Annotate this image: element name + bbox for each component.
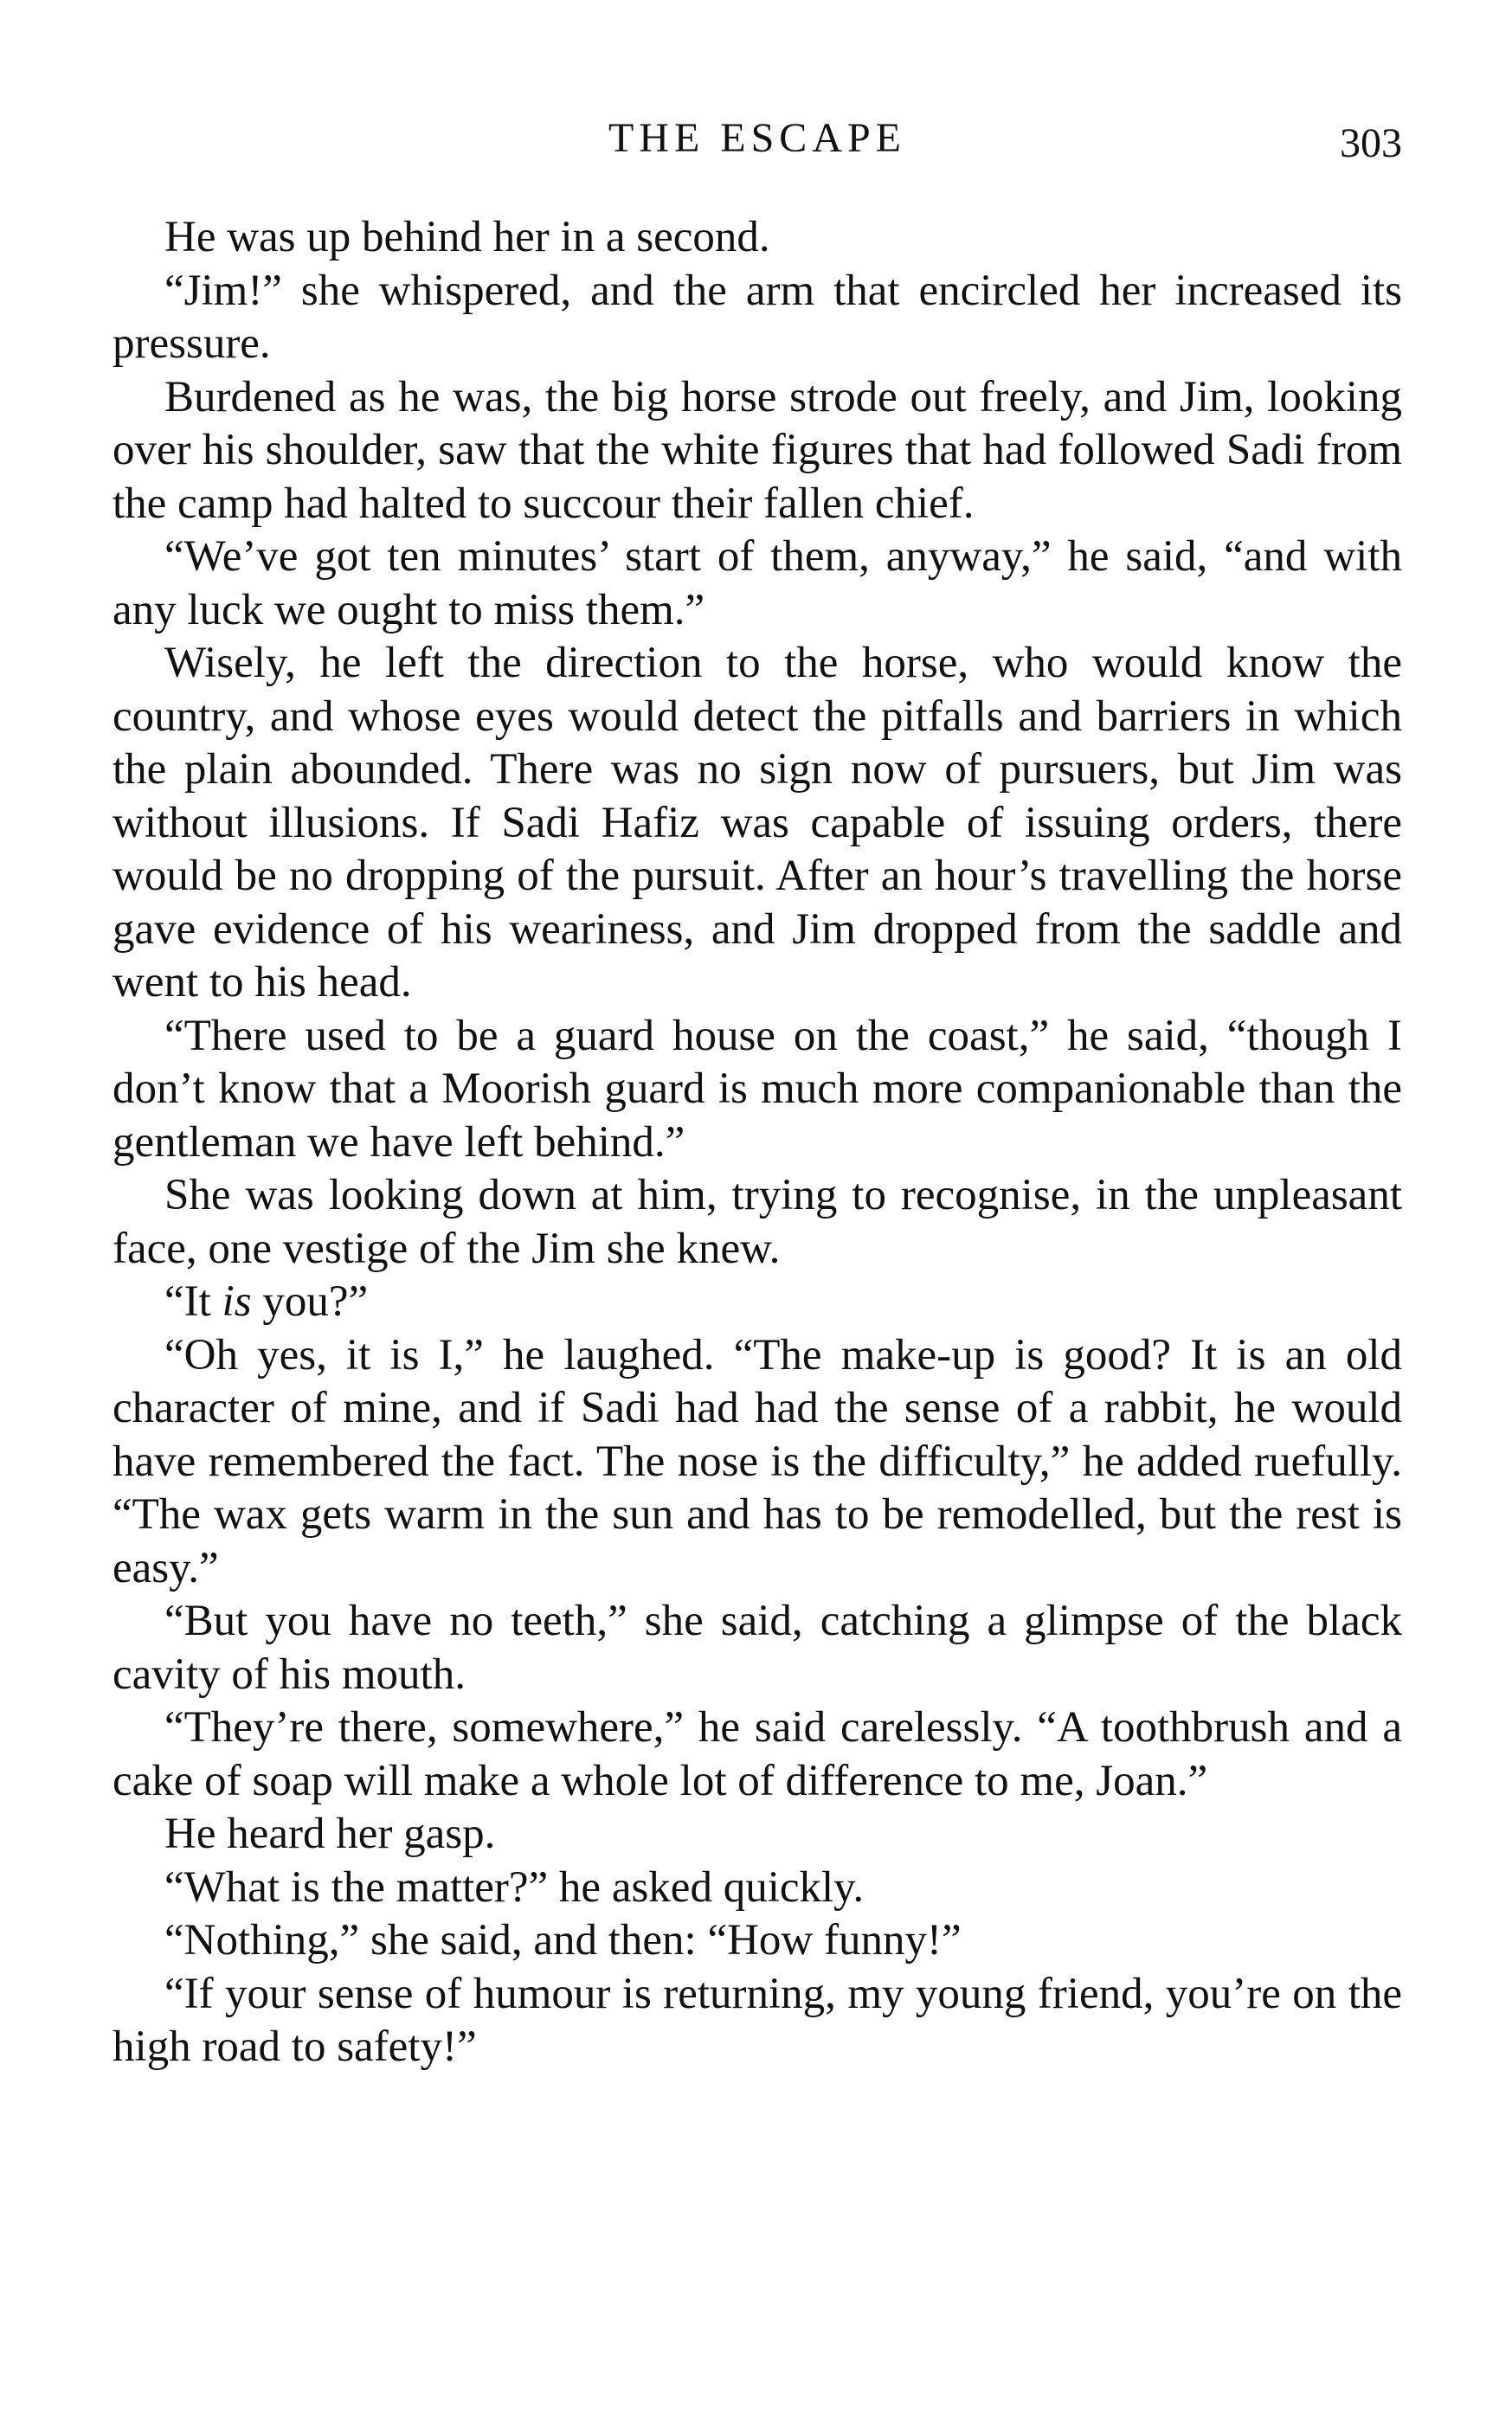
paragraph-12: He heard her gasp.	[164, 1810, 496, 1858]
running-header	[113, 113, 1402, 182]
paragraph-6: “There used to be a guard house on the coast,” he said, “though I don’t know that a Moorish guard is much more companionable than the gentleman we have left behind.”	[113, 1011, 1402, 1167]
paragraph-2: “Jim!” she whispered, and the arm that encircled her increased its pressure.	[113, 266, 1402, 368]
paragraph-8-after: you?”	[251, 1277, 369, 1326]
paragraph-5: Wisely, he left the direction to the horse, who would know the country, and whose eyes would detect the pitfalls and barriers in which the plain abounded. There was no sign now of pursuers, but Jim was without illusions. If Sadi Hafiz was capable of issuing orders, there would be no dropping of the pursuit. After an hour’s travelling the horse gave evidence of his weariness, and Jim dropped from the saddle and went to his head.	[113, 639, 1402, 1006]
paragraph-10: “But you have no teeth,” she said, catching a glimpse of the black cavity of his mouth.	[113, 1597, 1402, 1699]
paragraph-9: “Oh yes, it is I,” he laughed. “The make-up is good? It is an old character of mine, and if Sadi had had the sense of a rabbit, he would have remembered the fact. The nose is the difficulty,” he added ruefully. “The wax gets warm in the sun and has to be remodelled, but the rest is easy.”	[113, 1330, 1402, 1592]
chapter-title: THE ESCAPE	[608, 115, 906, 161]
paragraph-8-before: “It	[164, 1277, 222, 1326]
paragraph-11: “They’re there, somewhere,” he said carelessly. “A toothbrush and a cake of soap will make a whole lot of difference to me, Joan.”	[113, 1703, 1402, 1805]
paragraph-4: “We’ve got ten minutes’ start of them, anyway,” he said, “and with any luck we ought to miss them.”	[113, 532, 1402, 634]
body-text	[113, 211, 1402, 2074]
paragraph-1: He was up behind her in a second.	[164, 213, 770, 261]
paragraph-8	[113, 1276, 1402, 1329]
paragraph-7: She was looking down at him, trying to recognise, in the unpleasant face, one vestige of the Jim she knew.	[113, 1171, 1402, 1273]
page-number: 303	[1340, 120, 1402, 166]
paragraph-13: “What is the matter?” he asked quickly.	[164, 1862, 865, 1912]
paragraph-3: Burdened as he was, the big horse strode out freely, and Jim, looking over his shoulder, saw that the white figures that had followed Sadi from the camp had halted to succour their fallen chief.	[113, 372, 1402, 528]
paragraph-14: “Nothing,” she said, and then: “How funny!”	[164, 1916, 962, 1965]
book-page	[113, 113, 1402, 2074]
paragraph-15: “If your sense of humour is returning, my young friend, you’re on the high road to safety!”	[113, 1969, 1402, 2071]
paragraph-8-emphasis: is	[222, 1277, 252, 1326]
